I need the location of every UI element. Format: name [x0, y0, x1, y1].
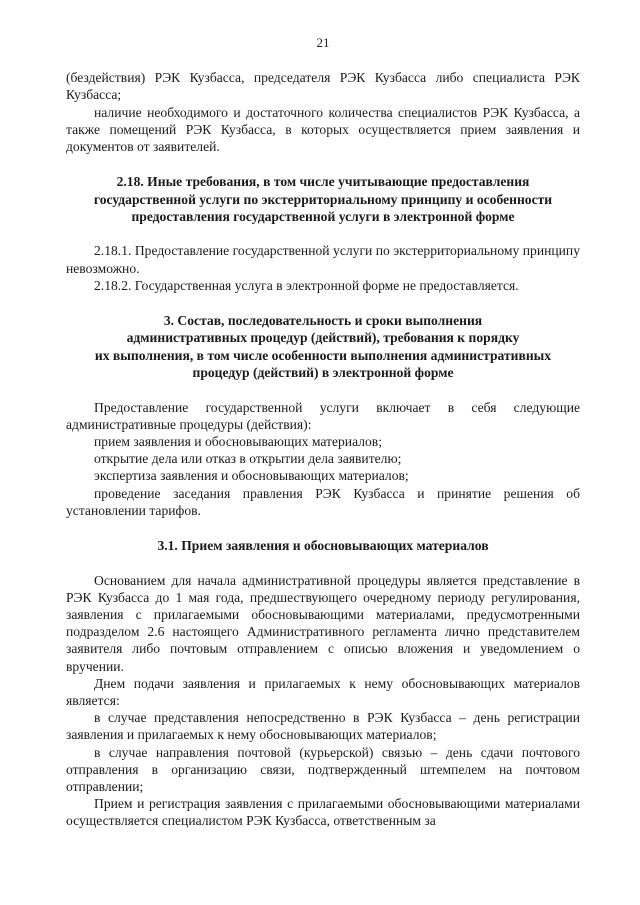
spacer — [66, 382, 580, 399]
paragraph: 2.18.2. Государственная услуга в электронной форме не предоставляется. — [94, 277, 519, 293]
spacer — [66, 225, 580, 242]
paragraph: в случае представления непосредственно в РЭК Кузбасса – день регистрации заявления и прилагаемых к нему обосновывающих материалов; — [66, 710, 580, 743]
paragraph: (бездействия) РЭК Кузбасса, председателя РЭК Кузбасса либо специалиста РЭК Кузбасса; — [66, 70, 580, 103]
paragraph: Предоставление государственной услуги включает в себя следующие административные процедуры (действия): — [66, 399, 580, 432]
page-number: 21 — [316, 35, 330, 50]
section-heading-3-1: 3.1. Прием заявления и обосновывающих материалов — [157, 538, 489, 554]
heading-line: процедур (действий) в электронной форме — [192, 365, 454, 381]
spacer — [66, 155, 580, 173]
spacer — [66, 555, 580, 572]
paragraph: в случае направления почтовой (курьерской) связью – день сдачи почтового отправления в организацию связи, подтвержденный штемпелем на почтовом отправлении; — [66, 744, 580, 794]
list-item: проведение заседания правления РЭК Кузбасса и принятие решения об установлении тарифов. — [66, 485, 580, 518]
spacer — [66, 519, 580, 537]
heading-line: их выполнения, в том числе особенности выполнения административных — [94, 347, 552, 363]
paragraph: Основанием для начала административной процедуры является представление в РЭК Кузбасса до 1 мая года, предшествующего очередному периоду регулирования, заявления с прилагаемыми обосновывающими материалами, предусмотренными подразделом 2.6 настоящего Административного регламента лично представителем заявителя либо почтовым отправлением с описью вложения и уведомлением о вручении. — [66, 572, 580, 674]
section-heading-3 — [66, 312, 580, 382]
list-item: экспертиза заявления и обосновывающих материалов; — [94, 468, 409, 484]
section-heading-2-18: 2.18. Иные требования, в том числе учитывающие предоставления государственной услуги по экстерриториальному принципу и особенности предоставления государственной услуги в электронной форме — [93, 174, 553, 225]
list-item: открытие дела или отказ в открытии дела заявителю; — [94, 451, 402, 467]
list-item: прием заявления и обосновывающих материалов; — [94, 434, 383, 450]
paragraph: Днем подачи заявления и прилагаемых к нему обосновывающих материалов является: — [66, 675, 580, 708]
spacer — [66, 294, 580, 312]
paragraph: наличие необходимого и достаточного количества специалистов РЭК Кузбасса, а также помещений РЭК Кузбасса, в которых осуществляется прием заявления и документов от заявителей. — [66, 104, 580, 155]
heading-line: 3. Состав, последовательность и сроки выполнения — [163, 313, 483, 329]
heading-line: административных процедур (действий), требования к порядку — [126, 330, 520, 346]
paragraph: Прием и регистрация заявления с прилагаемыми обосновывающими материалами осуществляется специалистом РЭК Кузбасса, ответственным за — [66, 796, 580, 829]
paragraph: 2.18.1. Предоставление государственной услуги по экстерриториальному принципу невозможно. — [66, 243, 580, 276]
